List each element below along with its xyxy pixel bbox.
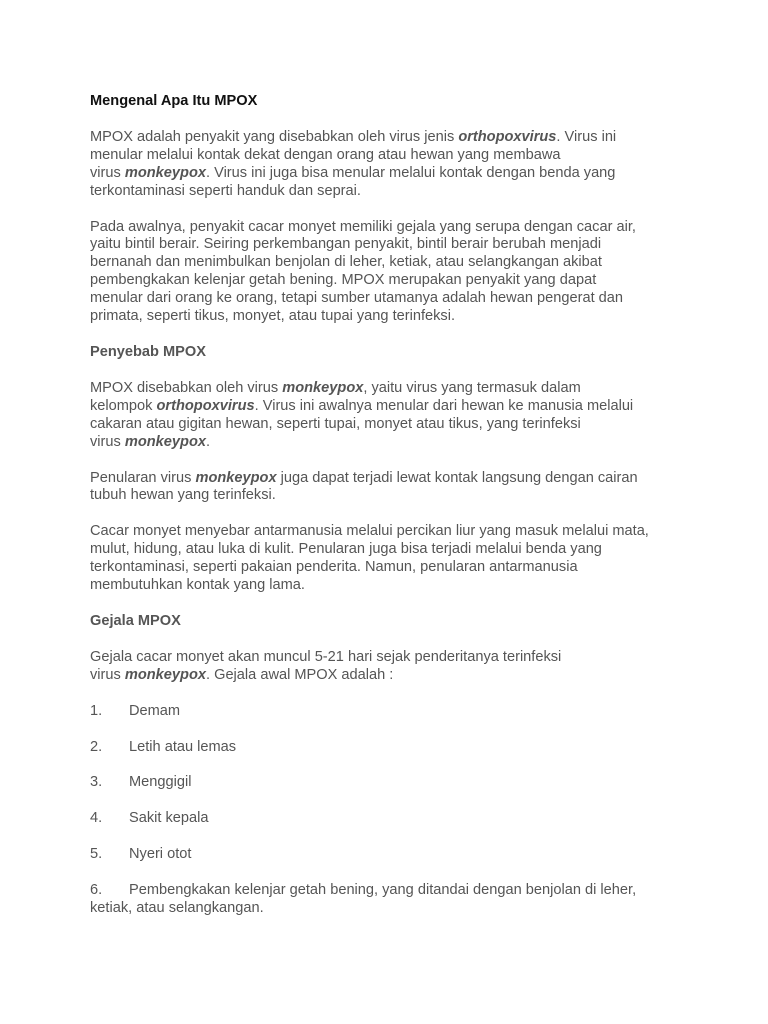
section-heading-causes: Penyebab MPOX [90,343,206,360]
list-text: Pembengkakan kelenjar getah bening, yang ditandai dengan benjolan di leher, [129,882,637,899]
text-line [90,434,690,452]
list-item [90,774,690,792]
text-line: membutuhkan kontak yang lama. [90,577,305,594]
paragraph-early-symptoms [90,219,690,326]
list-number: 1. [90,702,103,719]
emphasis-term: monkeypox [124,433,206,450]
text-span: . Virus ini juga bisa menular melalui kontak dengan benda yang [205,164,616,181]
text-line: primata, seperti tikus, monyet, atau tupai yang terinfeksi. [90,308,456,325]
emphasis-term: monkeypox [124,164,206,181]
list-number: 3. [90,774,103,791]
paragraph-transmission [90,470,690,506]
list-text: Sakit kepala [129,810,209,827]
paragraph-intro [90,129,690,201]
text-line: bernanah dan menimbulkan benjolan di leher, ketiak, atau selangkangan akibat [90,254,602,271]
list-number: 5. [90,846,103,863]
text-span: . Virus ini awalnya menular dari hewan ke manusia melalui [254,397,634,414]
paragraph-symptoms-intro [90,649,690,685]
text-line [90,380,690,398]
list-number: 6. [90,882,103,899]
text-line: menular dari orang ke orang, tetapi sumber utamanya adalah hewan pengerat dan [90,290,624,307]
paragraph-causes [90,380,690,452]
list-item [90,739,690,757]
text-line: terkontaminasi, seperti pakaian penderita. Namun, penularan antarmanusia [90,559,578,576]
text-line: menular melalui kontak dekat dengan orang atau hewan yang membawa [90,146,561,163]
text-span: kelompok [90,397,157,414]
list-number: 2. [90,738,103,755]
list-item [90,882,690,918]
text-line [90,470,690,488]
text-line: yaitu bintil berair. Seiring perkembangan penyakit, bintil berair berubah menjadi [90,236,602,253]
list-item [90,846,690,864]
text-line [90,667,690,685]
text-line [90,882,690,900]
list-text: Menggigil [129,774,192,791]
text-span: virus [90,164,125,181]
list-text: Nyeri otot [129,846,192,863]
emphasis-term: monkeypox [282,379,364,396]
emphasis-term: monkeypox [195,469,277,486]
text-line: ketiak, atau selangkangan. [90,900,264,917]
emphasis-term: orthopoxvirus [156,397,255,414]
text-span: MPOX adalah penyakit yang disebabkan oleh virus jenis [90,128,459,145]
text-line: cakaran atau gigitan hewan, seperti tupai, monyet atau tikus, yang terinfeksi [90,415,581,432]
emphasis-term: orthopoxvirus [458,128,557,145]
text-span: . [205,433,211,450]
emphasis-term: monkeypox [124,666,206,683]
text-span: . Gejala awal MPOX adalah : [205,666,394,683]
text-line [90,165,690,183]
text-line: terkontaminasi seperti handuk dan seprai. [90,182,361,199]
text-line: mulut, hidung, atau luka di kulit. Penularan juga bisa terjadi melalui benda yang [90,541,602,558]
text-span: juga dapat terjadi lewat kontak langsung dengan cairan [276,469,638,486]
text-line [90,398,690,416]
text-line [90,129,690,147]
text-span: virus [90,666,125,683]
text-span: MPOX disebabkan oleh virus [90,379,283,396]
text-line: Pada awalnya, penyakit cacar monyet memiliki gejala yang serupa dengan cacar air, [90,218,636,235]
text-span: Penularan virus [90,469,196,486]
text-span: , yaitu virus yang termasuk dalam [363,379,581,396]
paragraph-human-transmission [90,523,690,595]
text-span: . Virus ini [556,128,617,145]
list-item [90,810,690,828]
text-line: Gejala cacar monyet akan muncul 5-21 hari sejak penderitanya terinfeksi [90,648,562,665]
text-line: tubuh hewan yang terinfeksi. [90,487,276,504]
text-span: virus [90,433,125,450]
list-text: Demam [129,702,181,719]
document-title: Mengenal Apa Itu MPOX [90,93,258,109]
text-line: Cacar monyet menyebar antarmanusia melalui percikan liur yang masuk melalui mata, [90,523,649,540]
document-page [90,93,690,936]
text-line: pembengkakan kelenjar getah bening. MPOX merupakan penyakit yang dapat [90,272,597,289]
list-text: Letih atau lemas [129,738,237,755]
section-heading-symptoms: Gejala MPOX [90,612,181,629]
list-item [90,703,690,721]
list-number: 4. [90,810,103,827]
